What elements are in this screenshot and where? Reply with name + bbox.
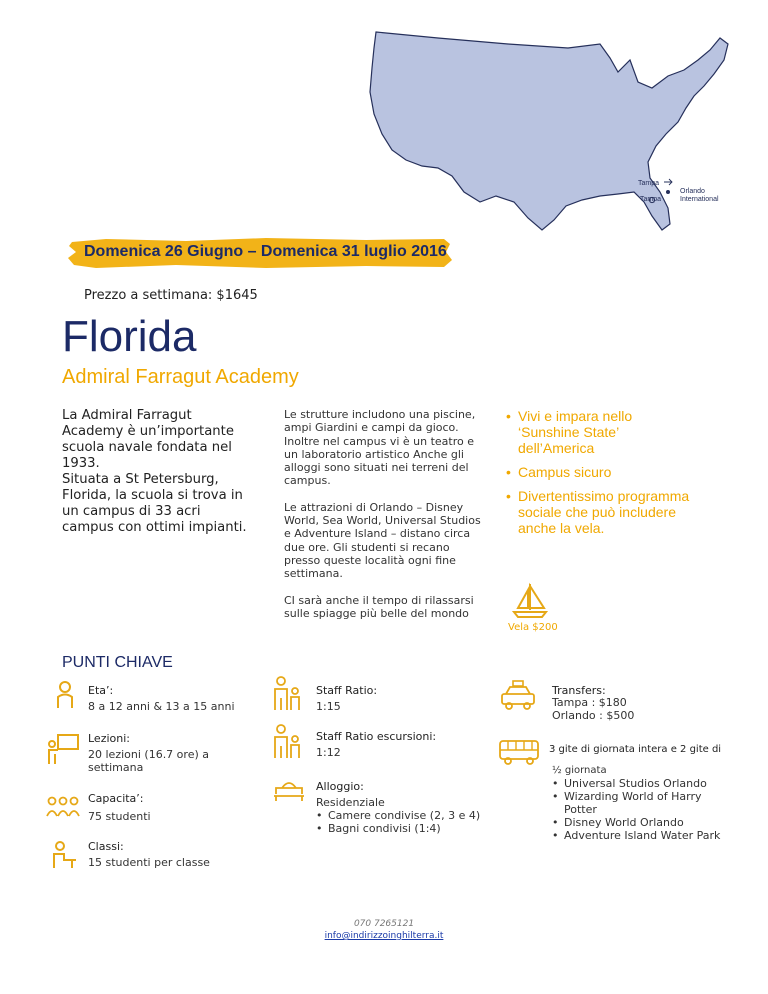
staff-ratio-value: 1:15 — [316, 700, 341, 713]
map-label-tampa-2: Tampa — [640, 196, 662, 203]
accommodation-details — [316, 796, 486, 835]
age-value: 8 a 12 anni & 13 a 15 anni — [88, 700, 235, 713]
lessons-value: 20 lezioni (16.7 ore) a settimana — [88, 748, 209, 774]
trip-item: • Adventure Island Water Park — [552, 829, 732, 842]
usa-map-shape — [370, 32, 728, 230]
page-title: Florida — [62, 312, 197, 361]
trips-sub: ½ giornata — [552, 765, 607, 776]
staff-ratio-label: Staff Ratio: — [316, 684, 378, 697]
age-label: Eta’: — [88, 684, 114, 697]
accommodation-item: • Bagni condivisi (1:4) — [316, 822, 486, 835]
trip-item: • Disney World Orlando — [552, 816, 732, 829]
accommodation-item: • Camere condivise (2, 3 e 4) — [316, 809, 486, 822]
date-banner — [66, 236, 454, 270]
student-icon — [55, 680, 75, 710]
date-range: Domenica 26 Giugno – Domenica 31 luglio 2016 — [84, 243, 447, 260]
highlights — [504, 408, 694, 544]
trip-item: • Wizarding World of Harry Potter — [552, 790, 732, 816]
orlando-marker — [666, 190, 670, 194]
facilities-paragraph-2: Le attrazioni di Orlando – Disney World, Sea World, Universal Studios e Adventure Island – distano circa due ore. Gli studenti si recano presso queste località ogni fine settimana. — [284, 500, 481, 581]
footer-phone: 070 7265121 — [353, 919, 415, 929]
key-points-title: PUNTI CHIAVE — [62, 654, 173, 671]
accommodation-type: Residenziale — [316, 796, 385, 809]
trips-label: 3 gite di giornata intera e 2 gite di — [549, 744, 722, 755]
staff-excursion-label: Staff Ratio escursioni: — [316, 730, 437, 743]
lessons-label: Lezioni: — [88, 732, 130, 745]
staff-excursion-icon — [272, 724, 302, 760]
transfers-tampa: Tampa : $180 — [552, 696, 627, 709]
highlight-item: • Vivi e impara nello ‘Sunshine State’ dell’America — [504, 408, 694, 456]
trip-item: • Universal Studios Orlando — [552, 777, 732, 790]
usa-map — [368, 30, 733, 235]
intro-paragraph-2: Situata a St Petersburg, Florida, la scuola si trova in un campus di 33 acri campus con ottimi impianti. — [62, 472, 247, 535]
facilities-paragraph-1: Le strutture includono una piscine, ampi Giardini e campi da gioco. Inoltre nel campus vi è un teatro e un laboratorio artistico Anche gli alloggi sono situati nei terreni del campus. — [284, 408, 476, 488]
map-label-orlando: Orlando International — [680, 188, 719, 203]
school-name: Admiral Farragut Academy — [62, 366, 299, 388]
facilities-paragraph-3: CI sarà anche il tempo di rilassarsi sulle spiagge più belle del mondo — [284, 593, 474, 620]
weekly-price: Prezzo a settimana: $1645 — [84, 288, 258, 303]
footer — [284, 918, 484, 942]
trips-list — [552, 777, 732, 842]
transfers-label: Transfers: — [552, 684, 606, 697]
sailing-price: Vela $200 — [508, 622, 558, 633]
bed-icon — [272, 776, 306, 802]
teacher-board-icon — [46, 732, 80, 766]
student-desk-icon — [50, 840, 80, 870]
footer-email-link[interactable]: info@indirizzoinghilterra.it — [324, 931, 444, 941]
group-icon — [46, 796, 80, 818]
map-label-tampa: Tampa — [638, 180, 660, 187]
intro-text — [62, 408, 252, 536]
capacity-value: 75 studenti — [88, 810, 151, 823]
facilities-text — [284, 408, 484, 633]
transfers-orlando: Orlando : $500 — [552, 709, 635, 722]
staff-adult-child-icon — [272, 676, 302, 712]
plane-icon — [664, 179, 672, 185]
sailboat-icon — [510, 580, 550, 620]
taxi-icon — [500, 680, 536, 710]
highlight-item: • Divertentissimo programma sociale che può includere anche la vela. — [504, 488, 694, 536]
accommodation-label: Alloggio: — [316, 780, 364, 793]
classes-value: 15 studenti per classe — [88, 856, 210, 869]
highlight-item: • Campus sicuro — [504, 464, 694, 480]
staff-excursion-value: 1:12 — [316, 746, 341, 759]
classes-label: Classi: — [88, 840, 124, 853]
bus-icon — [498, 738, 540, 766]
intro-paragraph-1: La Admiral Farragut Academy è un’importante scuola navale fondata nel 1933. — [62, 408, 234, 471]
capacity-label: Capacita’: — [88, 792, 144, 805]
